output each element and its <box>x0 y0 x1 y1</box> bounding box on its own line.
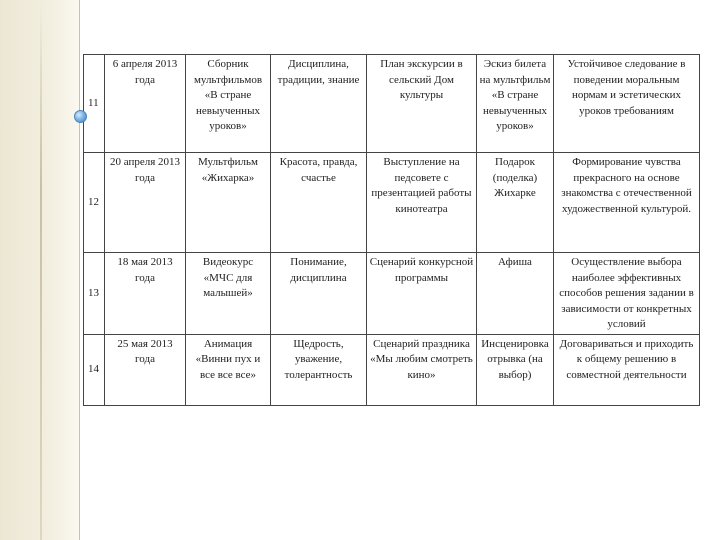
table-row <box>84 253 700 335</box>
row-number: 11 <box>88 97 99 110</box>
event-cell: Сценарий праздника «Мы любим смотреть кино» <box>367 334 477 405</box>
date-cell: 6 апреля 2013 года <box>105 55 186 153</box>
date-cell: 20 апреля 2013 года <box>105 153 186 253</box>
table-row <box>84 334 700 405</box>
values-cell: Щедрость, уважение, толерантность <box>271 334 367 405</box>
product-cell: Инсценировка отрывка (на выбор) <box>477 334 554 405</box>
row-number-cell <box>84 55 105 153</box>
row-number: 14 <box>88 363 99 376</box>
row-number-cell <box>84 153 105 253</box>
event-cell: Выступление на педсовете с презентацией работы кинотеатра <box>367 153 477 253</box>
material-cell: Видеокурс «МЧС для малышей» <box>186 253 271 335</box>
product-cell: Эскиз билета на мультфильм «В стране невыученных уроков» <box>477 55 554 153</box>
decorative-line <box>40 0 42 540</box>
schedule-table <box>83 54 700 406</box>
product-cell: Афиша <box>477 253 554 335</box>
date-cell: 25 мая 2013 года <box>105 334 186 405</box>
material-cell: Сборник мультфильмов «В стране невыученных уроков» <box>186 55 271 153</box>
product-cell: Подарок (поделка) Жихарке <box>477 153 554 253</box>
values-cell: Красота, правда, счастье <box>271 153 367 253</box>
table-row <box>84 55 700 153</box>
row-number-cell <box>84 334 105 405</box>
result-cell: Формирование чувства прекрасного на основе знакомства с отечественной художественной культурой. <box>554 153 700 253</box>
date-cell: 18 мая 2013 года <box>105 253 186 335</box>
material-cell: Мультфильм «Жихарка» <box>186 153 271 253</box>
values-cell: Дисциплина, традиции, знание <box>271 55 367 153</box>
row-number: 13 <box>88 287 99 299</box>
event-cell: План экскурсии в сельский Дом культуры <box>367 55 477 153</box>
panel-divider <box>79 0 80 540</box>
values-cell: Понимание, дисциплина <box>271 253 367 335</box>
result-cell: Осуществление выбора наиболее эффективных способов решения задании в зависимости от конкретных условий <box>554 253 700 335</box>
table-row <box>84 153 700 253</box>
row-number-cell <box>84 253 105 335</box>
event-cell: Сценарий конкурсной программы <box>367 253 477 335</box>
bullet-icon <box>74 110 87 123</box>
result-cell: Договариваться и приходить к общему решению в совместной деятельности <box>554 334 700 405</box>
result-cell: Устойчивое следование в поведении моральным нормам и эстетических уроков требованиям <box>554 55 700 153</box>
row-number: 12 <box>88 196 99 209</box>
material-cell: Анимация «Винни пух и все все все» <box>186 334 271 405</box>
